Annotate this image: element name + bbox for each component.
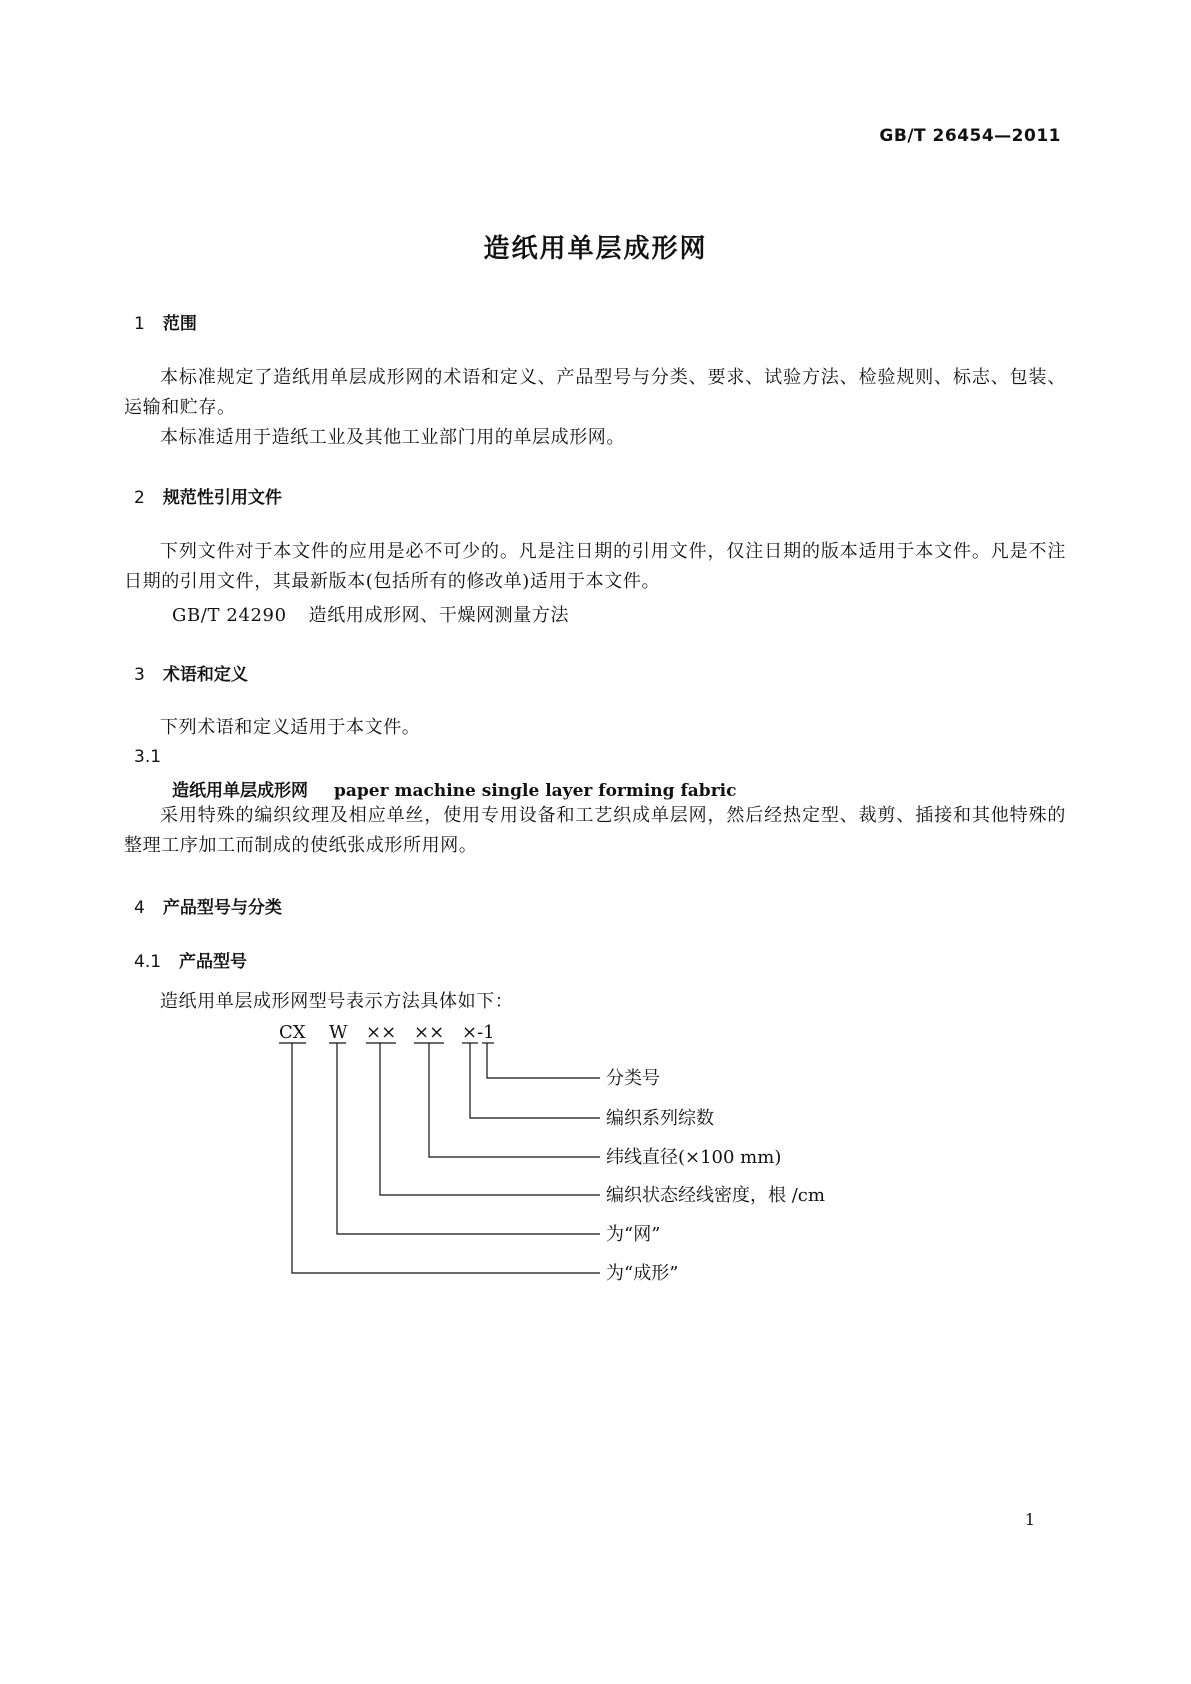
label-fabric: 为“网” xyxy=(606,1224,661,1245)
document-title: 造纸用单层成形网 xyxy=(483,234,708,264)
reference-title: 造纸用成形网、干燥网测量方法 xyxy=(308,605,570,626)
term-chinese: 造纸用单层成形网 xyxy=(172,781,308,801)
section-2-heading xyxy=(134,483,282,508)
section-4-heading xyxy=(134,893,282,918)
label-weft-diameter: 纬线直径(×100 mm) xyxy=(606,1147,782,1168)
section-title: 规范性引用文件 xyxy=(162,488,282,508)
leader-series xyxy=(470,1043,600,1118)
label-warp-density: 编织状态经线密度，根 /cm xyxy=(606,1185,825,1206)
leader-cx xyxy=(292,1043,600,1273)
leader-warp-density xyxy=(380,1043,600,1195)
subsection-4-1-heading xyxy=(134,947,247,972)
reference-code: GB/T 24290 xyxy=(172,605,287,626)
subsection-title: 产品型号 xyxy=(179,952,248,972)
term-english: paper machine single layer forming fabric xyxy=(334,781,737,801)
section-number: 4 xyxy=(134,898,145,918)
section-title: 术语和定义 xyxy=(162,665,248,685)
section-1-paragraph-1: 本标准规定了造纸用单层成形网的术语和定义、产品型号与分类、要求、试验方法、检验规则、标志、包装、运输和贮存。 xyxy=(124,367,1066,418)
leader-w xyxy=(337,1043,600,1234)
term-entry xyxy=(172,776,736,801)
code-part-w: W xyxy=(329,1022,348,1043)
leader-class xyxy=(487,1043,600,1078)
term-definition: 采用特殊的编织纹理及相应单丝，使用专用设备和工艺织成单层网，然后经热定型、裁剪、插接和其他特殊的整理工序加工而制成的使纸张成形所用网。 xyxy=(124,805,1066,856)
code-part-cx: CX xyxy=(279,1022,306,1043)
page-number: 1 xyxy=(1024,1510,1035,1529)
section-1-heading xyxy=(134,309,197,334)
section-2-paragraph-1: 下列文件对于本文件的应用是必不可少的。凡是注日期的引用文件，仅注日期的版本适用于本文件。凡是不注日期的引用文件，其最新版本(包括所有的修改单)适用于本文件。 xyxy=(124,541,1066,592)
label-weave-series: 编织系列综数 xyxy=(606,1108,714,1129)
subsection-number: 4.1 xyxy=(134,952,162,972)
section-number: 3 xyxy=(134,665,145,685)
section-4-paragraph-1: 造纸用单层成形网型号表示方法具体如下： xyxy=(160,991,514,1012)
leader-weft-diameter xyxy=(429,1043,600,1157)
code-part-series-class: ×-1 xyxy=(462,1022,495,1043)
label-class-number: 分类号 xyxy=(606,1068,660,1089)
section-3-paragraph-1: 下列术语和定义适用于本文件。 xyxy=(160,717,421,738)
section-3-heading xyxy=(134,660,248,685)
normative-reference xyxy=(172,601,569,627)
section-number: 1 xyxy=(134,314,145,334)
section-title: 范围 xyxy=(162,314,197,334)
code-part-weft-diameter: ×× xyxy=(414,1022,445,1043)
section-number: 2 xyxy=(134,488,145,508)
code-part-warp-density: ×× xyxy=(366,1022,397,1043)
label-forming: 为“成形” xyxy=(606,1263,679,1284)
standard-code: GB/T 26454—2011 xyxy=(879,126,1061,146)
section-title: 产品型号与分类 xyxy=(162,898,282,918)
subsection-number: 3.1 xyxy=(134,747,162,767)
section-1-paragraph-2: 本标准适用于造纸工业及其他工业部门用的单层成形网。 xyxy=(160,427,625,448)
